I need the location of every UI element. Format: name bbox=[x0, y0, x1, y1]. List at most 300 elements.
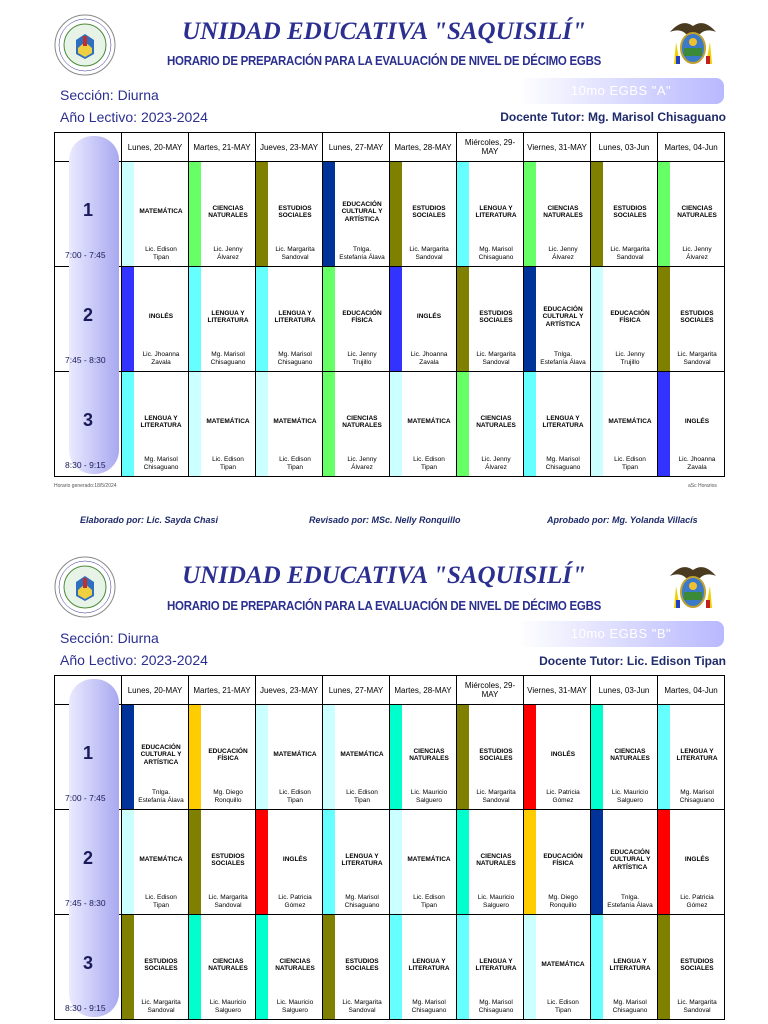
class-cell bbox=[457, 267, 524, 372]
class-cell bbox=[122, 372, 189, 477]
subject-name bbox=[337, 192, 387, 232]
period-row bbox=[55, 162, 725, 267]
subject-text: ESTUDIOS SOCIALES bbox=[211, 852, 245, 867]
subject-text: EDUCACIÓN FÍSICA bbox=[610, 309, 650, 324]
subject-color-strip bbox=[122, 810, 134, 914]
generated-note: Horario generado:18/5/2024 bbox=[54, 483, 117, 489]
period-row bbox=[55, 372, 725, 477]
teacher-name: Lic. Jenny Álvarez bbox=[213, 245, 243, 261]
teacher-name: Lic. Jenny Trujillo bbox=[615, 350, 645, 366]
teacher-name: Lic. Margarita Sandoval bbox=[677, 350, 717, 366]
subject-name bbox=[270, 402, 320, 442]
teacher-name: Mg. Marisol Chisaguano bbox=[478, 245, 514, 261]
subject-color-strip bbox=[524, 915, 536, 1019]
subject-text: ESTUDIOS SOCIALES bbox=[680, 309, 714, 324]
teacher-name: Lic. Jenny Trujillo bbox=[347, 350, 377, 366]
school-title: UNIDAD EDUCATIVA "SAQUISILÍ" bbox=[182, 18, 586, 45]
teacher-name: Lic. Margarita Sandoval bbox=[677, 998, 717, 1014]
class-cell bbox=[591, 162, 658, 267]
period-time: 7:45 - 8:30 bbox=[65, 355, 106, 365]
section-label: Sección: Diurna bbox=[60, 87, 159, 103]
group-label: 10mo EGBS "B" bbox=[518, 621, 724, 647]
schedule-b bbox=[0, 542, 768, 1024]
subject-name bbox=[538, 297, 588, 337]
subject-name bbox=[270, 735, 320, 775]
subject-name bbox=[337, 735, 387, 775]
schedule-subtitle: HORARIO DE PREPARACIÓN PARA LA EVALUACIÓN DE NIVEL DE DÉCIMO EGBS bbox=[166, 599, 602, 613]
day-header: Lunes, 27-MAY bbox=[323, 133, 390, 162]
subject-color-strip bbox=[256, 267, 268, 371]
class-cell bbox=[122, 162, 189, 267]
day-header: Martes, 04-Jun bbox=[658, 133, 725, 162]
subject-name bbox=[203, 945, 253, 985]
class-cell bbox=[524, 810, 591, 915]
subject-color-strip bbox=[256, 915, 268, 1019]
subject-name bbox=[605, 945, 655, 985]
subject-text: EDUCACIÓN FÍSICA bbox=[342, 309, 382, 324]
class-cell bbox=[658, 705, 725, 810]
subject-text: LENGUA Y LITERATURA bbox=[341, 852, 383, 867]
teacher-name: Lic. Edison Tipan bbox=[614, 455, 646, 471]
subject-color-strip bbox=[591, 162, 603, 266]
subject-name bbox=[136, 945, 186, 985]
teacher-name: Lic. Margarita Sandoval bbox=[610, 245, 650, 261]
day-header: Miércoles, 29-MAY bbox=[457, 133, 524, 162]
subject-name bbox=[471, 945, 521, 985]
teacher-name: Lic. Mauricio Salguero bbox=[276, 998, 314, 1014]
period-time: 8:30 - 9:15 bbox=[65, 1003, 106, 1013]
teacher-name: Lic. Edison Tipan bbox=[145, 893, 177, 909]
period-cell bbox=[55, 915, 122, 1020]
class-cell bbox=[390, 267, 457, 372]
teacher-name: Mg. Marisol Chisaguano bbox=[277, 350, 313, 366]
period-time: 7:00 - 7:45 bbox=[65, 250, 106, 260]
teacher-name: Mg. Marisol Chisaguano bbox=[612, 998, 648, 1014]
period-number: 3 bbox=[82, 953, 93, 973]
subject-color-strip bbox=[390, 162, 402, 266]
subject-color-strip bbox=[524, 162, 536, 266]
subject-color-strip bbox=[390, 267, 402, 371]
class-cell bbox=[457, 372, 524, 477]
subject-name bbox=[605, 192, 655, 232]
subject-color-strip bbox=[591, 267, 603, 371]
subject-color-strip bbox=[323, 267, 335, 371]
class-cell bbox=[591, 267, 658, 372]
school-title: UNIDAD EDUCATIVA "SAQUISILÍ" bbox=[182, 562, 586, 589]
teacher-name: Mg. Marisol Chisaguano bbox=[210, 350, 246, 366]
period-time: 7:45 - 8:30 bbox=[65, 898, 106, 908]
school-year-label: Año Lectivo: 2023-2024 bbox=[60, 109, 208, 125]
teacher-name: Mg. Marisol Chisaguano bbox=[411, 998, 447, 1014]
subject-name bbox=[538, 945, 588, 985]
subject-color-strip bbox=[457, 267, 469, 371]
class-cell bbox=[591, 372, 658, 477]
subject-text: ESTUDIOS SOCIALES bbox=[613, 204, 647, 219]
subject-text: LENGUA Y LITERATURA bbox=[140, 414, 182, 429]
day-header: Lunes, 20-MAY bbox=[122, 676, 189, 705]
subject-name bbox=[136, 840, 186, 880]
subject-color-strip bbox=[256, 705, 268, 809]
class-cell bbox=[591, 705, 658, 810]
class-cell bbox=[256, 372, 323, 477]
subject-text: INGLÉS bbox=[282, 856, 308, 864]
class-cell bbox=[189, 705, 256, 810]
subject-name bbox=[337, 297, 387, 337]
period-cell bbox=[55, 267, 122, 372]
class-cell bbox=[189, 162, 256, 267]
subject-color-strip bbox=[189, 372, 201, 476]
teacher-name: Tnlga. Estefanía Álava bbox=[339, 245, 385, 261]
subject-name bbox=[605, 840, 655, 880]
subject-color-strip bbox=[658, 162, 670, 266]
subject-color-strip bbox=[457, 810, 469, 914]
teacher-name: Mg. Marisol Chisaguano bbox=[478, 998, 514, 1014]
subject-text: LENGUA Y LITERATURA bbox=[207, 309, 249, 324]
subject-color-strip bbox=[524, 810, 536, 914]
teacher-name: Lic. Mauricio Salguero bbox=[477, 893, 515, 909]
teacher-name: Lic. Margarita Sandoval bbox=[275, 245, 315, 261]
teacher-name: Mg. Marisol Chisaguano bbox=[679, 788, 715, 804]
subject-name bbox=[538, 735, 588, 775]
subject-color-strip bbox=[256, 810, 268, 914]
subject-color-strip bbox=[323, 372, 335, 476]
period-cell bbox=[55, 810, 122, 915]
subject-name bbox=[672, 945, 722, 985]
subject-color-strip bbox=[658, 267, 670, 371]
day-header: Martes, 21-MAY bbox=[189, 676, 256, 705]
software-note: aSc Horarios bbox=[688, 483, 717, 489]
subject-text: CIENCIAS NATURALES bbox=[543, 204, 583, 219]
teacher-name: Lic. Margarita Sandoval bbox=[476, 788, 516, 804]
subject-name bbox=[672, 840, 722, 880]
class-cell bbox=[189, 810, 256, 915]
subject-text: LENGUA Y LITERATURA bbox=[408, 957, 450, 972]
subject-name bbox=[404, 945, 454, 985]
subject-color-strip bbox=[591, 915, 603, 1019]
ecuador-emblem-icon bbox=[662, 12, 724, 74]
subject-color-strip bbox=[658, 915, 670, 1019]
teacher-name: Mg. Marisol Chisaguano bbox=[545, 455, 581, 471]
teacher-name: Lic. Edison Tipan bbox=[279, 455, 311, 471]
subject-text: MATEMÁTICA bbox=[139, 208, 183, 216]
teacher-name: Lic. Edison Tipan bbox=[145, 245, 177, 261]
class-cell bbox=[658, 372, 725, 477]
class-cell bbox=[390, 162, 457, 267]
period-row bbox=[55, 810, 725, 915]
class-cell bbox=[256, 267, 323, 372]
subject-text: MATEMÁTICA bbox=[139, 856, 183, 864]
teacher-name: Lic. Margarita Sandoval bbox=[342, 998, 382, 1014]
subject-name bbox=[270, 297, 320, 337]
subject-text: EDUCACIÓN CULTURAL Y ARTÍSTICA bbox=[609, 849, 651, 871]
subject-name bbox=[337, 840, 387, 880]
subject-text: CIENCIAS NATURALES bbox=[409, 747, 449, 762]
period-row bbox=[55, 267, 725, 372]
subject-text: MATEMÁTICA bbox=[206, 418, 250, 426]
subject-text: MATEMÁTICA bbox=[608, 418, 652, 426]
teacher-name: Lic. Jenny Álvarez bbox=[682, 245, 712, 261]
subject-color-strip bbox=[189, 915, 201, 1019]
elaborado-por: Elaborado por: Lic. Sayda Chasi bbox=[80, 515, 219, 525]
subject-color-strip bbox=[457, 372, 469, 476]
subject-text: ESTUDIOS SOCIALES bbox=[278, 204, 312, 219]
subject-name bbox=[270, 840, 320, 880]
subject-name bbox=[404, 840, 454, 880]
subject-text: ESTUDIOS SOCIALES bbox=[479, 747, 513, 762]
teacher-name: Lic. Edison Tipan bbox=[413, 455, 445, 471]
subject-text: LENGUA Y LITERATURA bbox=[609, 957, 651, 972]
class-cell bbox=[323, 267, 390, 372]
subject-color-strip bbox=[390, 372, 402, 476]
class-cell bbox=[658, 267, 725, 372]
subject-text: MATEMÁTICA bbox=[273, 418, 317, 426]
class-cell bbox=[323, 810, 390, 915]
subject-name bbox=[337, 402, 387, 442]
class-cell bbox=[256, 162, 323, 267]
period-number: 2 bbox=[82, 305, 93, 325]
class-cell bbox=[524, 267, 591, 372]
class-cell bbox=[524, 372, 591, 477]
class-cell bbox=[390, 810, 457, 915]
period-number: 2 bbox=[82, 848, 93, 868]
class-cell bbox=[524, 162, 591, 267]
subject-color-strip bbox=[658, 705, 670, 809]
subject-name bbox=[605, 735, 655, 775]
subject-color-strip bbox=[122, 267, 134, 371]
subject-text: ESTUDIOS SOCIALES bbox=[479, 309, 513, 324]
schedule-table bbox=[54, 675, 725, 1020]
header-row bbox=[55, 133, 725, 162]
period-time: 8:30 - 9:15 bbox=[65, 460, 106, 470]
class-cell bbox=[189, 267, 256, 372]
subject-name bbox=[538, 192, 588, 232]
revisado-por: Revisado por: MSc. Nelly Ronquillo bbox=[309, 515, 461, 525]
subject-color-strip bbox=[457, 705, 469, 809]
subject-text: CIENCIAS NATURALES bbox=[275, 957, 315, 972]
class-cell bbox=[524, 705, 591, 810]
subject-name bbox=[136, 297, 186, 337]
subject-text: LENGUA Y LITERATURA bbox=[676, 747, 718, 762]
subject-text: CIENCIAS NATURALES bbox=[342, 414, 382, 429]
subject-name bbox=[337, 945, 387, 985]
tutor-label: Docente Tutor: Lic. Edison Tipan bbox=[539, 654, 726, 668]
teacher-name: Lic. Edison Tipan bbox=[279, 788, 311, 804]
teacher-name: Lic. Patricia Gómez bbox=[546, 788, 580, 804]
subject-color-strip bbox=[256, 372, 268, 476]
subject-text: EDUCACIÓN FÍSICA bbox=[543, 852, 583, 867]
day-header: Viernes, 31-MAY bbox=[524, 133, 591, 162]
class-cell bbox=[256, 705, 323, 810]
subject-name bbox=[605, 297, 655, 337]
class-cell bbox=[189, 372, 256, 477]
subject-color-strip bbox=[591, 705, 603, 809]
subject-color-strip bbox=[591, 372, 603, 476]
class-cell bbox=[658, 162, 725, 267]
teacher-name: Lic. Jenny Álvarez bbox=[548, 245, 578, 261]
class-cell bbox=[122, 267, 189, 372]
teacher-name: Lic. Jenny Álvarez bbox=[481, 455, 511, 471]
subject-color-strip bbox=[524, 267, 536, 371]
day-header: Martes, 28-MAY bbox=[390, 133, 457, 162]
class-cell bbox=[122, 915, 189, 1020]
subject-text: MATEMÁTICA bbox=[407, 418, 451, 426]
subject-name bbox=[538, 840, 588, 880]
teacher-name: Mg. Marisol Chisaguano bbox=[143, 455, 179, 471]
subject-name bbox=[471, 297, 521, 337]
class-cell bbox=[256, 915, 323, 1020]
subject-name bbox=[203, 192, 253, 232]
subject-text: LENGUA Y LITERATURA bbox=[274, 309, 316, 324]
subject-color-strip bbox=[658, 810, 670, 914]
class-cell bbox=[323, 162, 390, 267]
class-cell bbox=[457, 915, 524, 1020]
class-cell bbox=[323, 705, 390, 810]
subject-text: INGLÉS bbox=[148, 313, 174, 321]
teacher-name: Lic. Mauricio Salguero bbox=[410, 788, 448, 804]
subject-name bbox=[270, 945, 320, 985]
day-header: Martes, 21-MAY bbox=[189, 133, 256, 162]
day-header: Martes, 28-MAY bbox=[390, 676, 457, 705]
teacher-name: Lic. Jenny Álvarez bbox=[347, 455, 377, 471]
class-cell bbox=[457, 705, 524, 810]
subject-text: CIENCIAS NATURALES bbox=[610, 747, 650, 762]
teacher-name: Tnlga. Estefanía Álava bbox=[138, 788, 184, 804]
subject-name bbox=[270, 192, 320, 232]
class-cell bbox=[122, 705, 189, 810]
section-label: Sección: Diurna bbox=[60, 630, 159, 646]
subject-color-strip bbox=[658, 372, 670, 476]
subject-name bbox=[471, 735, 521, 775]
subject-text: INGLÉS bbox=[550, 751, 576, 759]
subject-name bbox=[538, 402, 588, 442]
class-cell bbox=[591, 915, 658, 1020]
tutor-label: Docente Tutor: Mg. Marisol Chisaguano bbox=[500, 110, 726, 124]
subject-text: INGLÉS bbox=[684, 856, 710, 864]
subject-name bbox=[203, 402, 253, 442]
subject-text: CIENCIAS NATURALES bbox=[476, 414, 516, 429]
class-cell bbox=[390, 705, 457, 810]
subject-color-strip bbox=[189, 267, 201, 371]
teacher-name: Lic. Patricia Gómez bbox=[278, 893, 312, 909]
subject-text: CIENCIAS NATURALES bbox=[208, 204, 248, 219]
class-cell bbox=[122, 810, 189, 915]
class-cell bbox=[457, 162, 524, 267]
teacher-name: Mg. Marisol Chisaguano bbox=[344, 893, 380, 909]
teacher-name: Mg. Diego Ronquillo bbox=[213, 788, 243, 804]
teacher-name: Lic. Edison Tipan bbox=[413, 893, 445, 909]
subject-text: ESTUDIOS SOCIALES bbox=[680, 957, 714, 972]
teacher-name: Lic. Jhoanna Zavala bbox=[410, 350, 448, 366]
subject-name bbox=[203, 735, 253, 775]
subject-text: LENGUA Y LITERATURA bbox=[542, 414, 584, 429]
subject-text: LENGUA Y LITERATURA bbox=[475, 957, 517, 972]
subject-color-strip bbox=[524, 372, 536, 476]
subject-name bbox=[136, 735, 186, 775]
subject-text: EDUCACIÓN FÍSICA bbox=[208, 747, 248, 762]
day-header: Lunes, 20-MAY bbox=[122, 133, 189, 162]
subject-text: EDUCACIÓN CULTURAL Y ARTÍSTICA bbox=[542, 306, 584, 328]
day-header: Lunes, 27-MAY bbox=[323, 676, 390, 705]
teacher-name: Lic. Mauricio Salguero bbox=[611, 788, 649, 804]
subject-color-strip bbox=[189, 810, 201, 914]
period-time: 7:00 - 7:45 bbox=[65, 793, 106, 803]
class-cell bbox=[323, 372, 390, 477]
subject-text: MATEMÁTICA bbox=[340, 751, 384, 759]
class-cell bbox=[323, 915, 390, 1020]
subject-color-strip bbox=[591, 810, 603, 914]
subject-text: CIENCIAS NATURALES bbox=[677, 204, 717, 219]
subject-name bbox=[672, 402, 722, 442]
class-cell bbox=[524, 915, 591, 1020]
subject-name bbox=[136, 192, 186, 232]
subject-color-strip bbox=[122, 705, 134, 809]
subject-text: ESTUDIOS SOCIALES bbox=[412, 204, 446, 219]
subject-color-strip bbox=[323, 705, 335, 809]
subject-color-strip bbox=[390, 810, 402, 914]
class-cell bbox=[189, 915, 256, 1020]
subject-color-strip bbox=[323, 915, 335, 1019]
period-number: 3 bbox=[82, 410, 93, 430]
subject-color-strip bbox=[189, 705, 201, 809]
period-row bbox=[55, 915, 725, 1020]
subject-name bbox=[404, 402, 454, 442]
header-row bbox=[55, 676, 725, 705]
subject-text: EDUCACIÓN CULTURAL Y ARTÍSTICA bbox=[140, 744, 182, 766]
aprobado-por: Aprobado por: Mg. Yolanda Villacís bbox=[547, 515, 698, 525]
period-number: 1 bbox=[82, 200, 93, 220]
day-header: Lunes, 03-Jun bbox=[591, 676, 658, 705]
teacher-name: Lic. Jhoanna Zavala bbox=[142, 350, 180, 366]
group-label: 10mo EGBS "A" bbox=[518, 78, 724, 104]
teacher-name: Lic. Margarita Sandoval bbox=[409, 245, 449, 261]
ecuador-emblem-icon bbox=[662, 556, 724, 618]
subject-name bbox=[203, 297, 253, 337]
subject-color-strip bbox=[524, 705, 536, 809]
teacher-name: Tnlga. Estefanía Álava bbox=[607, 893, 653, 909]
subject-name bbox=[404, 192, 454, 232]
day-header: Lunes, 03-Jun bbox=[591, 133, 658, 162]
period-cell bbox=[55, 372, 122, 477]
subject-name bbox=[605, 402, 655, 442]
subject-text: LENGUA Y LITERATURA bbox=[475, 204, 517, 219]
teacher-name: Lic. Margarita Sandoval bbox=[476, 350, 516, 366]
day-header: Viernes, 31-MAY bbox=[524, 676, 591, 705]
subject-text: CIENCIAS NATURALES bbox=[476, 852, 516, 867]
subject-color-strip bbox=[323, 162, 335, 266]
subject-name bbox=[672, 297, 722, 337]
day-header: Jueves, 23-MAY bbox=[256, 133, 323, 162]
day-header: Martes, 04-Jun bbox=[658, 676, 725, 705]
subject-name bbox=[471, 402, 521, 442]
class-cell bbox=[256, 810, 323, 915]
subject-color-strip bbox=[122, 162, 134, 266]
subject-text: EDUCACIÓN CULTURAL Y ARTÍSTICA bbox=[341, 201, 383, 223]
teacher-name: Lic. Edison Tipan bbox=[212, 455, 244, 471]
teacher-name: Lic. Margarita Sandoval bbox=[208, 893, 248, 909]
subject-color-strip bbox=[390, 915, 402, 1019]
day-header: Miércoles, 29-MAY bbox=[457, 676, 524, 705]
class-cell bbox=[457, 810, 524, 915]
subject-name bbox=[136, 402, 186, 442]
school-year-label: Año Lectivo: 2023-2024 bbox=[60, 652, 208, 668]
day-header: Jueves, 23-MAY bbox=[256, 676, 323, 705]
class-cell bbox=[658, 810, 725, 915]
class-cell bbox=[390, 372, 457, 477]
subject-text: MATEMÁTICA bbox=[273, 751, 317, 759]
class-cell bbox=[591, 810, 658, 915]
subject-text: MATEMÁTICA bbox=[541, 961, 585, 969]
subject-name bbox=[471, 840, 521, 880]
